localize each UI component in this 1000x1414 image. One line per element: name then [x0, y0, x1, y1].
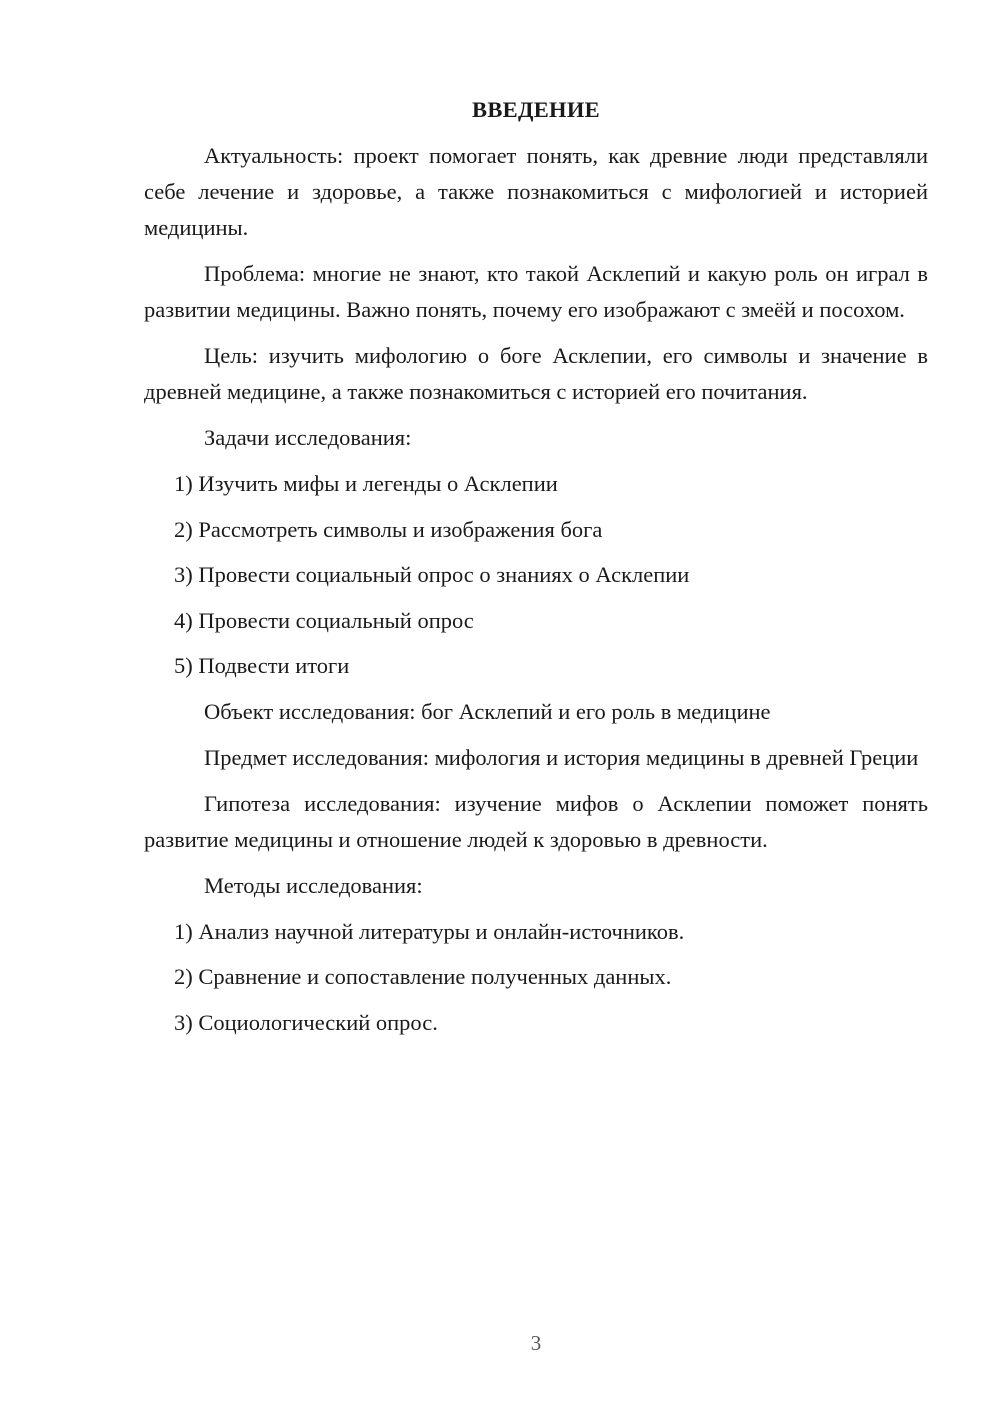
list-item: 3) Провести социальный опрос о знаниях о Асклепии: [174, 562, 690, 587]
list-item: 1) Изучить мифы и легенды о Асклепии: [174, 471, 558, 496]
object-paragraph: Объект исследования: бог Асклепий и его роль в медицине: [204, 698, 771, 724]
list-item: 4) Провести социальный опрос: [174, 607, 474, 633]
list-item: 2) Сравнение и сопоставление полученных данных.: [174, 964, 672, 989]
tasks-label: Задачи исследования:: [204, 425, 412, 450]
tasks-list: [144, 466, 928, 684]
document-page: [144, 92, 928, 1050]
list-item: 2) Рассмотреть символы и изображения бога: [174, 516, 603, 542]
goal-paragraph: Цель: изучить мифологию о боге Асклепии, его символы и значение в древней медицине, а также познакомиться с историей его почитания.: [144, 343, 928, 404]
relevance-paragraph: Актуальность: проект помогает понять, как древние люди представляли себе лечение и здоровье, а также познакомиться с мифологией и историей медицины.: [144, 143, 928, 240]
page-number: 3: [530, 1331, 542, 1355]
methods-list: [144, 914, 928, 1041]
subject-paragraph: Предмет исследования: мифология и история медицины в древней Греции: [204, 744, 919, 770]
list-item: 1) Анализ научной литературы и онлайн-источников.: [174, 918, 685, 944]
list-item: 5) Подвести итоги: [174, 653, 350, 678]
list-item: 3) Социологический опрос.: [174, 1009, 438, 1035]
methods-label: Методы исследования:: [204, 872, 423, 898]
problem-paragraph: Проблема: многие не знают, кто такой Асклепий и какую роль он играл в развитии медицины. Важно понять, почему его изображают с змеёй и посохом.: [144, 261, 928, 322]
hypothesis-paragraph: Гипотеза исследования: изучение мифов о Асклепии поможет понять развитие медицины и отношение людей к здоровью в древности.: [144, 790, 928, 852]
section-heading: ВВЕДЕНИЕ: [472, 97, 600, 122]
